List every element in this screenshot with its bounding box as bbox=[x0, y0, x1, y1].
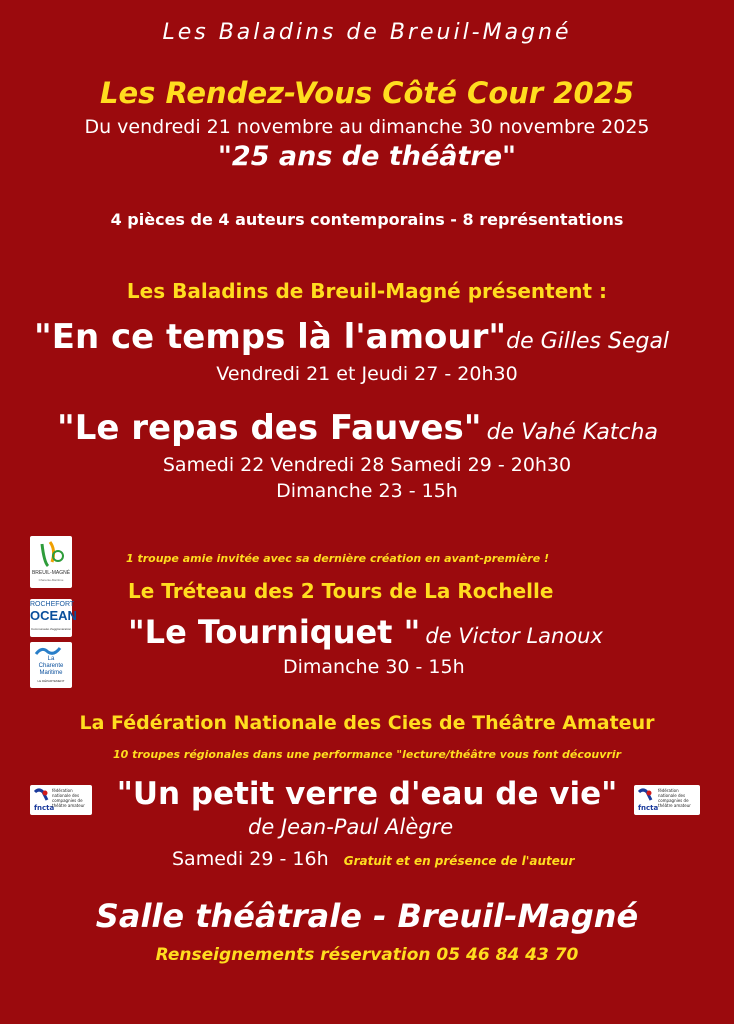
play-2-heading bbox=[57, 408, 658, 448]
play-3-time: Dimanche 30 - 15h bbox=[283, 656, 465, 678]
federation-note: 10 troupes régionales dans une performance "lecture/théâtre vous font découvrir bbox=[112, 748, 622, 761]
play-3-title: "Le Tourniquet " bbox=[128, 613, 421, 651]
guest-troupe-name: Le Tréteau des 2 Tours de La Rochelle bbox=[128, 579, 554, 603]
play-2-title: "Le repas des Fauves" bbox=[57, 408, 482, 448]
festival-summary: 4 pièces de 4 auteurs contemporains - 8 représentations bbox=[110, 210, 624, 229]
fncta-brand-left: fncta bbox=[34, 804, 55, 812]
breuil-magne-logo bbox=[30, 536, 72, 588]
venue-name: Salle théâtrale - Breuil-Magné bbox=[95, 897, 639, 935]
play-4-author: de Jean-Paul Alègre bbox=[248, 815, 454, 839]
play-1-time: Vendredi 21 et Jeudi 27 - 20h30 bbox=[216, 363, 518, 385]
charente-maritime-logo bbox=[30, 642, 72, 688]
federation-name: La Fédération Nationale des Cies de Théâtre Amateur bbox=[79, 712, 655, 734]
play-3-heading bbox=[128, 613, 603, 651]
booking-info: Renseignements réservation 05 46 84 43 70 bbox=[155, 945, 579, 965]
play-2-time-2: Dimanche 23 - 15h bbox=[276, 480, 458, 502]
rochefort-logo-sub: Communauté d'agglomération bbox=[30, 627, 72, 631]
rochefort-logo-main: OCEAN bbox=[30, 608, 77, 623]
play-2-author: de Vahé Katcha bbox=[486, 420, 658, 445]
play-2-time-1: Samedi 22 Vendredi 28 Samedi 29 - 20h30 bbox=[162, 454, 572, 476]
charente-logo-sub: LE DÉPARTEMENT bbox=[37, 679, 65, 683]
charente-logo-line3: Maritime bbox=[39, 670, 63, 676]
play-1-author: de Gilles Segal bbox=[506, 329, 670, 354]
breuil-logo-sub: Charente-Maritime bbox=[38, 578, 64, 582]
play-3-author: de Victor Lanoux bbox=[425, 624, 603, 648]
presenter-line: Les Baladins de Breuil-Magné présentent : bbox=[126, 279, 608, 303]
play-4-time-line bbox=[172, 848, 574, 870]
rochefort-ocean-logo bbox=[30, 599, 77, 637]
play-4-extra: Gratuit et en présence de l'auteur bbox=[343, 854, 575, 868]
play-1-heading bbox=[34, 317, 669, 357]
fncta-brand-right: fncta bbox=[638, 804, 659, 812]
charente-logo-line1: La bbox=[47, 656, 55, 662]
breuil-logo-name: BREUIL-MAGNÉ bbox=[31, 570, 71, 576]
play-4-time: Samedi 29 - 16h bbox=[172, 848, 329, 870]
rochefort-logo-top: ROCHEFORT bbox=[30, 601, 75, 608]
company-name: Les Baladins de Breuil-Magné bbox=[162, 20, 572, 45]
festival-tagline: "25 ans de théâtre" bbox=[217, 141, 517, 172]
charente-logo-line2: Charente bbox=[38, 663, 64, 669]
fncta-text-left: fédération nationale des compagnies de théâtre amateur bbox=[52, 788, 85, 808]
guest-troupe-note: 1 troupe amie invitée avec sa dernière création en avant-première ! bbox=[126, 552, 550, 565]
festival-dates: Du vendredi 21 novembre au dimanche 30 novembre 2025 bbox=[84, 116, 650, 138]
play-4-title: "Un petit verre d'eau de vie" bbox=[116, 776, 618, 812]
play-1-title: "En ce temps là l'amour" bbox=[34, 317, 507, 357]
festival-title: Les Rendez-Vous Côté Cour 2025 bbox=[100, 76, 634, 110]
fncta-text-right: fédération nationale des compagnies de théâtre amateur bbox=[658, 788, 691, 808]
